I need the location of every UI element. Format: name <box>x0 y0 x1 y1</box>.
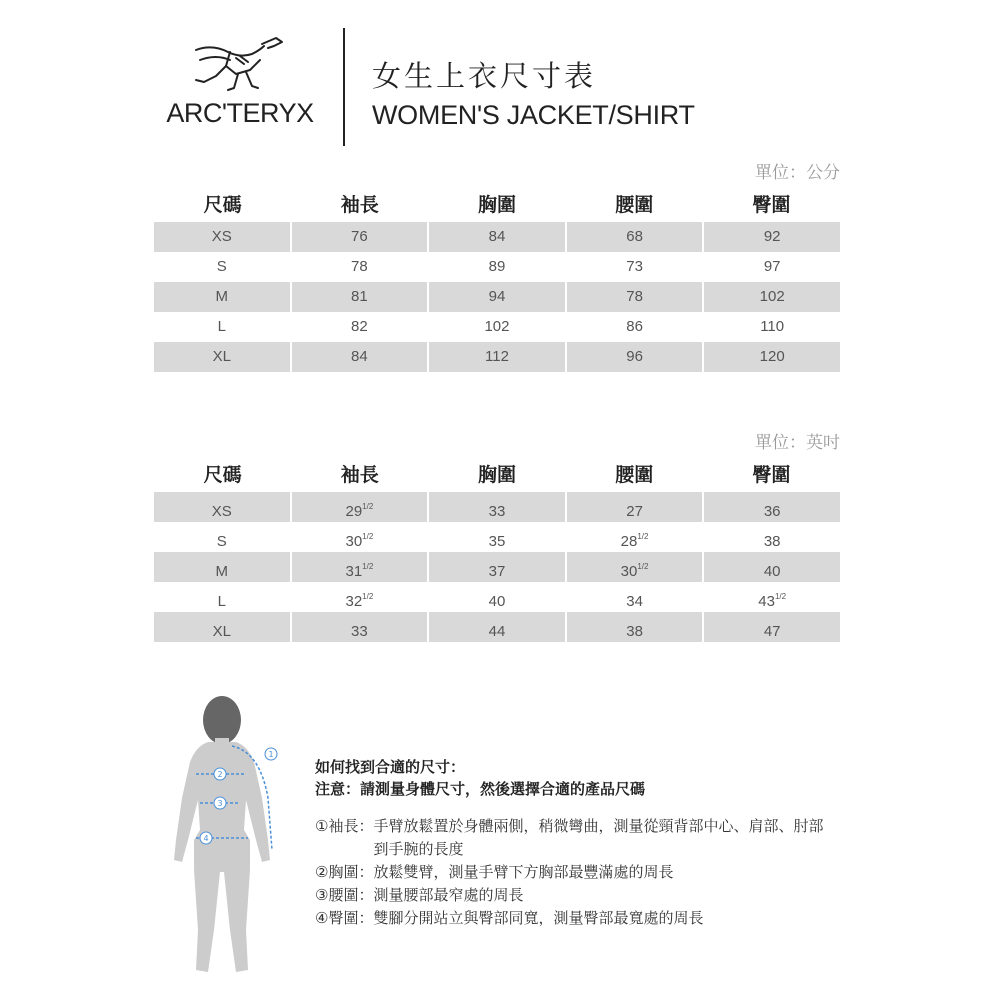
table-cell: 35 <box>488 533 506 550</box>
step-label: ①袖長： <box>315 817 374 835</box>
table-cell: 73 <box>626 258 643 275</box>
table-cell: $30^{1/2}$ <box>345 532 374 550</box>
table-cell: 89 <box>488 258 506 275</box>
table-cell: L <box>217 593 226 610</box>
table-cell: 78 <box>567 282 703 312</box>
header-divider <box>343 28 345 146</box>
table-row <box>154 552 840 582</box>
table-cell: 78 <box>351 258 368 275</box>
table-cell: 37 <box>429 552 565 582</box>
column-header: 臀圍 <box>752 463 791 486</box>
column-header: 袖長 <box>340 193 379 216</box>
column-header: 腰圍 <box>615 463 654 486</box>
table-cell: $29^{1/2}$ <box>292 492 428 522</box>
table-cell: 82 <box>351 318 368 335</box>
table-cell: 47 <box>704 612 840 642</box>
list-item <box>315 907 833 930</box>
figure-marker: 2 <box>217 770 223 779</box>
size-table-cm <box>154 184 840 372</box>
step-label: ④臀圍： <box>315 909 374 927</box>
table-row <box>154 342 840 372</box>
unit-label-cm: 單位：公分 <box>755 163 840 183</box>
table-cell: 94 <box>429 282 565 312</box>
table-cell: S <box>216 533 227 550</box>
table-cell: $43^{1/2}$ <box>758 592 787 610</box>
table-cell: 92 <box>704 222 840 252</box>
table-cell: 34 <box>626 593 643 610</box>
step-text: 手臂放鬆置於身體兩側，稍微彎曲，測量從頸背部中心、肩部、肘部到手腕的長度 <box>373 817 824 858</box>
table-row <box>154 582 840 612</box>
page-title-chinese: 女生上衣尺寸表 <box>372 59 597 93</box>
table-row <box>154 222 840 252</box>
female-body-silhouette-icon <box>160 690 300 985</box>
table-cell: 97 <box>763 258 781 275</box>
table-cell: 112 <box>429 342 565 372</box>
table-cell: 81 <box>292 282 428 312</box>
table-cell: M <box>154 282 290 312</box>
step-text: 放鬆雙臂，測量手臂下方胸部最豐滿處的周長 <box>373 863 674 881</box>
guide-title: 如何找到合適的尺寸： <box>315 758 466 776</box>
table-cell: 33 <box>292 612 428 642</box>
column-header: 尺碼 <box>203 463 242 486</box>
table-cell: 33 <box>429 492 565 522</box>
guide-heading <box>315 756 645 800</box>
column-header: 臀圍 <box>752 193 791 216</box>
column-header: 腰圍 <box>615 193 654 216</box>
table-cell: 38 <box>567 612 703 642</box>
table-cell: 86 <box>626 318 643 335</box>
table-row <box>154 612 840 642</box>
archaeopteryx-logo-icon <box>190 30 290 94</box>
table-cell: 38 <box>763 533 781 550</box>
table-cell: L <box>217 318 226 335</box>
step-label: ③腰圍： <box>315 886 374 904</box>
column-header: 袖長 <box>340 463 379 486</box>
page-title-english: WOMEN'S JACKET/SHIRT <box>372 100 695 130</box>
table-cell: 76 <box>292 222 428 252</box>
table-cell: M <box>154 552 290 582</box>
table-cell: 84 <box>292 342 428 372</box>
size-table-inch <box>154 454 840 642</box>
table-cell: 102 <box>484 318 510 335</box>
table-row <box>154 252 840 282</box>
step-label: ②胸圍： <box>315 863 374 881</box>
unit-label-inch: 單位：英吋 <box>755 433 840 453</box>
figure-marker: 1 <box>268 750 274 759</box>
step-text: 測量腰部最窄處的周長 <box>373 886 524 904</box>
table-row <box>154 522 840 552</box>
column-header: 尺碼 <box>203 193 242 216</box>
table-cell: $31^{1/2}$ <box>292 552 428 582</box>
brand-name: ARC'TERYX <box>166 98 314 128</box>
table-cell: 68 <box>567 222 703 252</box>
table-cell: 40 <box>488 593 506 610</box>
figure-marker: 4 <box>203 834 209 843</box>
table-cell: $32^{1/2}$ <box>345 592 374 610</box>
table-header <box>154 454 840 492</box>
table-cell: XS <box>154 492 290 522</box>
list-item <box>315 884 833 907</box>
body-measurement-figure <box>160 690 300 985</box>
table-cell: 102 <box>704 282 840 312</box>
column-header: 胸圍 <box>478 463 517 486</box>
measurement-steps <box>315 815 833 930</box>
table-cell: 27 <box>567 492 703 522</box>
guide-note: 注意：請測量身體尺寸，然後選擇合適的產品尺碼 <box>315 780 646 798</box>
table-cell: 84 <box>429 222 565 252</box>
column-header: 胸圍 <box>478 193 517 216</box>
table-cell: S <box>216 258 227 275</box>
table-cell: 96 <box>567 342 703 372</box>
table-cell: $28^{1/2}$ <box>620 532 649 550</box>
table-header <box>154 184 840 222</box>
table-cell: XL <box>154 612 290 642</box>
table-cell: 36 <box>704 492 840 522</box>
table-row <box>154 282 840 312</box>
table-cell: 44 <box>429 612 565 642</box>
list-item <box>315 815 833 861</box>
table-cell: $30^{1/2}$ <box>567 552 703 582</box>
table-row <box>154 312 840 342</box>
table-cell: XS <box>154 222 290 252</box>
list-item <box>315 861 833 884</box>
table-cell: 120 <box>704 342 840 372</box>
table-cell: 110 <box>760 318 785 335</box>
brand-logo <box>160 30 320 140</box>
table-cell: 40 <box>704 552 840 582</box>
table-cell: XL <box>154 342 290 372</box>
step-text: 雙腳分開站立與臀部同寬，測量臀部最寬處的周長 <box>373 909 704 927</box>
table-row <box>154 492 840 522</box>
figure-marker: 3 <box>217 799 223 808</box>
